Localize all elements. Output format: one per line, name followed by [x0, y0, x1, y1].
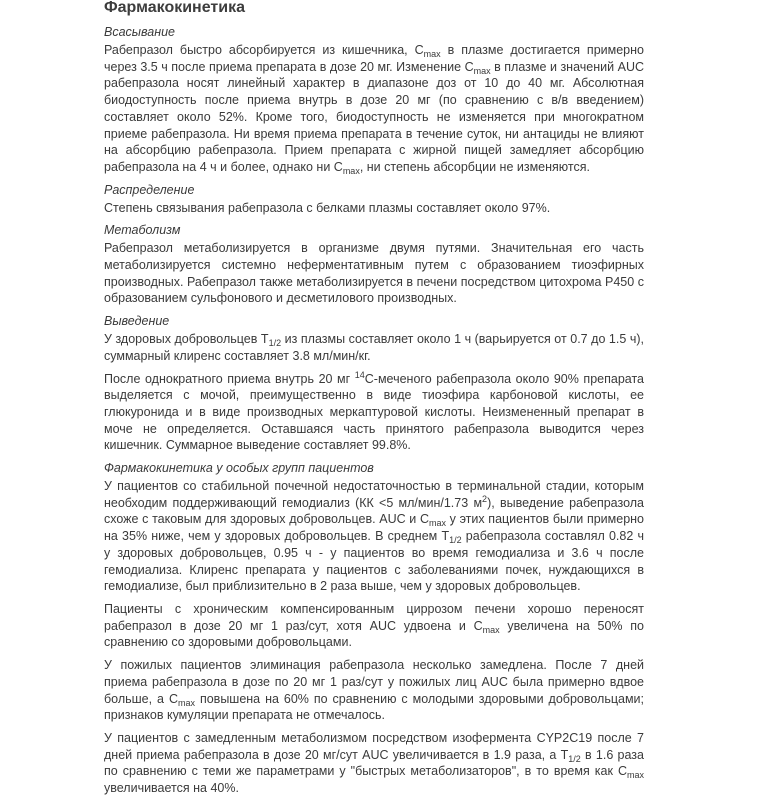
- section-paragraph: У пациентов со стабильной почечной недостаточностью в терминальной стадии, которым необходим поддерживающий гемодиализ (КК <5 мл/мин/1.73 $м^2$), выведение рабепразола схоже с таковым для здоровых добровольцев. AUC и $C_{max}$ у этих пациентов были примерно на 35% ниже, чем у здоровых добровольцев. В среднем $T_{1/2}$ рабепразола составлял 0.82 ч у здоровых добровольцев, 0.95 ч - у пациентов во время гемодиализа и 3.6 ч после гемодиализа. Клиренс препарата у пациентов с заболеваниями почек, нуждающихся в гемодиализе, был приблизительно в 2 раза выше, чем у здоровых добровольцев.: [104, 479, 645, 594]
- section-paragraph: У пациентов с замедленным метаболизмом посредством изофермента CYP2C19 после 7 дней приема рабепразола в дозе 20 мг/сут AUC увеличивается в 1.9 раза, а $T_{1/2}$ в 1.6 раза по сравнению с теми же параметрами у "быстрых метаболизаторов", в то время как $C_{max}$ увеличивается на 40%.: [104, 730, 644, 796]
- sections-container: [100, 24, 768, 797]
- section-paragraph: Рабепразол метаболизируется в организме двумя путями. Значительная его часть метаболизируется системно неферментативным путем с образованием тиоэфирных производных. Рабепразол также метаболизируется в печени посредством цитохрома P450 с образованием сульфонового и десметилового производных.: [104, 241, 644, 306]
- section-paragraph: У здоровых добровольцев $T_{1/2}$ из плазмы составляет около 1 ч (варьируется от 0.7 до 1.5 ч), суммарный клиренс составляет 3.8 мл/мин/кг.: [104, 332, 644, 363]
- section-paragraph: Степень связывания рабепразола с белками плазмы составляет около 97%.: [104, 200, 551, 215]
- subscript: max: [428, 518, 446, 529]
- superscript: 14: [354, 369, 365, 380]
- subscript: max: [482, 624, 500, 635]
- section-paragraph: У пожилых пациентов элиминация рабепразола несколько замедлена. После 7 дней приема рабепразола в дозе по 20 мг 1 раз/сут у пожилых лиц AUC была примерно вдвое больше, а $C_{max}$ повышена на 60% по сравнению с молодыми здоровыми добровольцами; признаков кумуляции препарата не отмечалось.: [104, 658, 644, 723]
- subscript: max: [626, 770, 644, 781]
- subscript: max: [473, 65, 491, 76]
- subscript: max: [342, 165, 360, 176]
- superscript: 2: [482, 493, 488, 504]
- subscript: 1/2: [568, 753, 581, 764]
- page-title: Фармакокинетика: [104, 0, 245, 16]
- subscript: max: [423, 49, 441, 59]
- section-heading: Выведение: [104, 314, 170, 329]
- section-heading: Всасывание: [104, 25, 175, 39]
- section-paragraph: После однократного приема внутрь 20 мг $^{14}$C-меченого рабепразола около 90% препарата выделяется с мочой, преимущественно в виде тиоэфира карбоновой кислоты, ее глюкуронида и в виде производных меркаптуровой кислоты. Неизмененный препарат в моче не определяется. Оставшаяся часть принятого рабепразола выводится через кишечник. Суммарное выведение составляет 99.8%.: [104, 369, 644, 453]
- subscript: 1/2: [449, 535, 462, 546]
- subscript: max: [177, 697, 195, 708]
- section-heading: Фармакокинетика у особых групп пациентов: [104, 461, 374, 476]
- subscript: 1/2: [268, 338, 282, 349]
- section-heading: Распределение: [104, 182, 195, 197]
- section-paragraph: Пациенты с хроническим компенсированным циррозом печени хорошо переносят рабепразол в дозе 20 мг 1 раз/сут, хотя AUC удвоена и $C_{max}$ увеличена на 50% по сравнению со здоровыми добровольцами.: [104, 601, 644, 650]
- section-paragraph: Рабепразол быстро абсорбируется из кишечника, $C_{max}$ в плазме достигается примерно через 3.5 ч после приема препарата в дозе 20 мг. Изменение $C_{max}$ в плазме и значений AUC рабепразола носят линейный характер в диапазоне доз от 10 до 40 мг. Абсолютная биодоступность после приема внутрь в дозе 20 мг (по сравнению с в/в введением) составляет около 52%. Кроме того, биодоступность не изменяется при многократном приеме рабепразола. Ни время приема препарата в течение суток, ни антациды не влияют на абсорбцию рабепразола. Прием препарата с жирной пищей замедляет абсорбцию рабепразола на 4 ч и более, однако ни $C_{max}$, ни степень абсорбции не изменяются.: [104, 43, 644, 176]
- section-heading: Метаболизм: [104, 223, 181, 238]
